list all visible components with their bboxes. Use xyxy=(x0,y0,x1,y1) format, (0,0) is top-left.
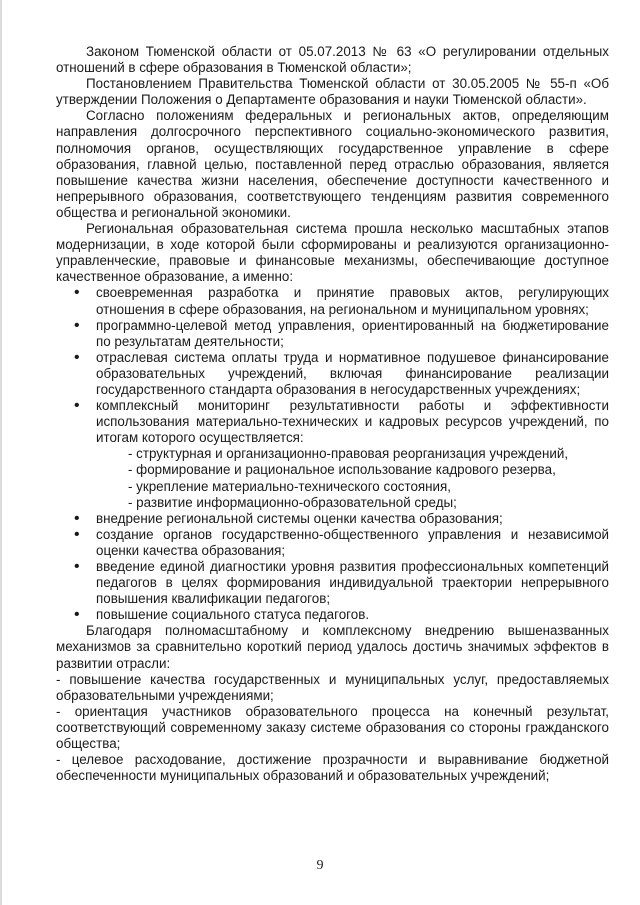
bullet-item xyxy=(56,511,609,527)
paragraph-effects: Благодаря полномасштабному и комплексному внедрению вышеназванных механизмов за сравнительно короткий период удалось достичь значимых эффектов в развитии отрасли: xyxy=(56,623,609,671)
paragraph-goal: Согласно положениям федеральных и региональных актов, определяющим направления долгосрочного перспективного социально-экономического развития, полномочия органов, осуществляющих государственное управление в сфере образования, главной целью, поставленной перед отраслью образования, является повышение качества жизни населения, обеспечение доступности качественного и непрерывного образования, соответствующего тенденциям развития современного общества и региональной экономики. xyxy=(56,108,609,220)
bullet-text: отраслевая система оплаты труда и нормативное подушевое финансирование образовательных учреждений, включая финансирование реализации государственного стандарта образования в негосударственных учреждениях; xyxy=(96,349,609,397)
bullet-item xyxy=(56,398,609,446)
bullet-text: создание органов государственно-общественного управления и независимой оценки качества образования; xyxy=(96,526,609,558)
bullet-item xyxy=(56,285,609,317)
bullet-text: программно-целевой метод управления, ориентированный на бюджетирование по результатам деятельности; xyxy=(96,317,609,349)
bullet-text: повышение социального статуса педагогов. xyxy=(96,607,370,623)
bullet-item xyxy=(56,350,609,398)
bullet-item xyxy=(56,527,609,559)
effect-item: - целевое расходование, достижение прозрачности и выравнивание бюджетной обеспеченности муниципальных образований и образовательных учреждений; xyxy=(56,752,609,784)
paragraph-modernization: Региональная образовательная система прошла несколько масштабных этапов модернизации, в ходе которой были сформированы и реализуются организационно-управленческие, правовые и финансовые механизмы, обеспечивающие доступное качественное образование, а именно: xyxy=(56,221,609,285)
bullet-item xyxy=(56,318,609,350)
mechanisms-list-continued xyxy=(56,511,609,624)
bullet-text: комплексный мониторинг результативности работы и эффективности использования материально-технических и кадровых ресурсов учреждений, по итогам которого осуществляется: xyxy=(96,398,609,446)
bullet-text: своевременная разработка и принятие правовых актов, регулирующих отношения в сфере образования, на региональном и муниципальном уровнях; xyxy=(96,285,609,317)
mechanisms-list xyxy=(56,285,609,446)
sub-item: - укрепление материально-технического состояния, xyxy=(128,478,451,494)
monitoring-sublist xyxy=(56,446,609,510)
paragraph-decree: Постановлением Правительства Тюменской области от 30.05.2005 № 55-п «Об утверждении Положения о Департаменте образования и науки Тюменской области». xyxy=(56,76,609,108)
page-number: 9 xyxy=(316,858,324,873)
effect-item: - ориентация участников образовательного процесса на конечный результат, соответствующий современному заказу системе образования со стороны гражданского общества; xyxy=(56,703,609,752)
bullet-item xyxy=(56,607,609,623)
bullet-item xyxy=(56,559,609,607)
sub-item: - формирование и рациональное использование кадрового резерва, xyxy=(128,462,556,478)
bullet-text: внедрение региональной системы оценки качества образования; xyxy=(96,510,503,526)
effect-item: - повышение качества государственных и муниципальных услуг, предоставляемых образовательными учреждениями; xyxy=(56,671,609,703)
page-content xyxy=(56,44,609,784)
paragraph-law: Законом Тюменской области от 05.07.2013 № 63 «О регулировании отдельных отношений в сфере образования в Тюменской области»; xyxy=(56,44,609,76)
sub-item: - структурная и организационно-правовая реорганизация учреждений, xyxy=(128,446,569,462)
sub-item: - развитие информационно-образовательной среды; xyxy=(128,494,457,510)
bullet-text: введение единой диагностики уровня развития профессиональных компетенций педагогов в целях формирования индивидуальной траектории непрерывного повышения квалификации педагогов; xyxy=(96,559,609,607)
scan-edge xyxy=(0,0,2,905)
